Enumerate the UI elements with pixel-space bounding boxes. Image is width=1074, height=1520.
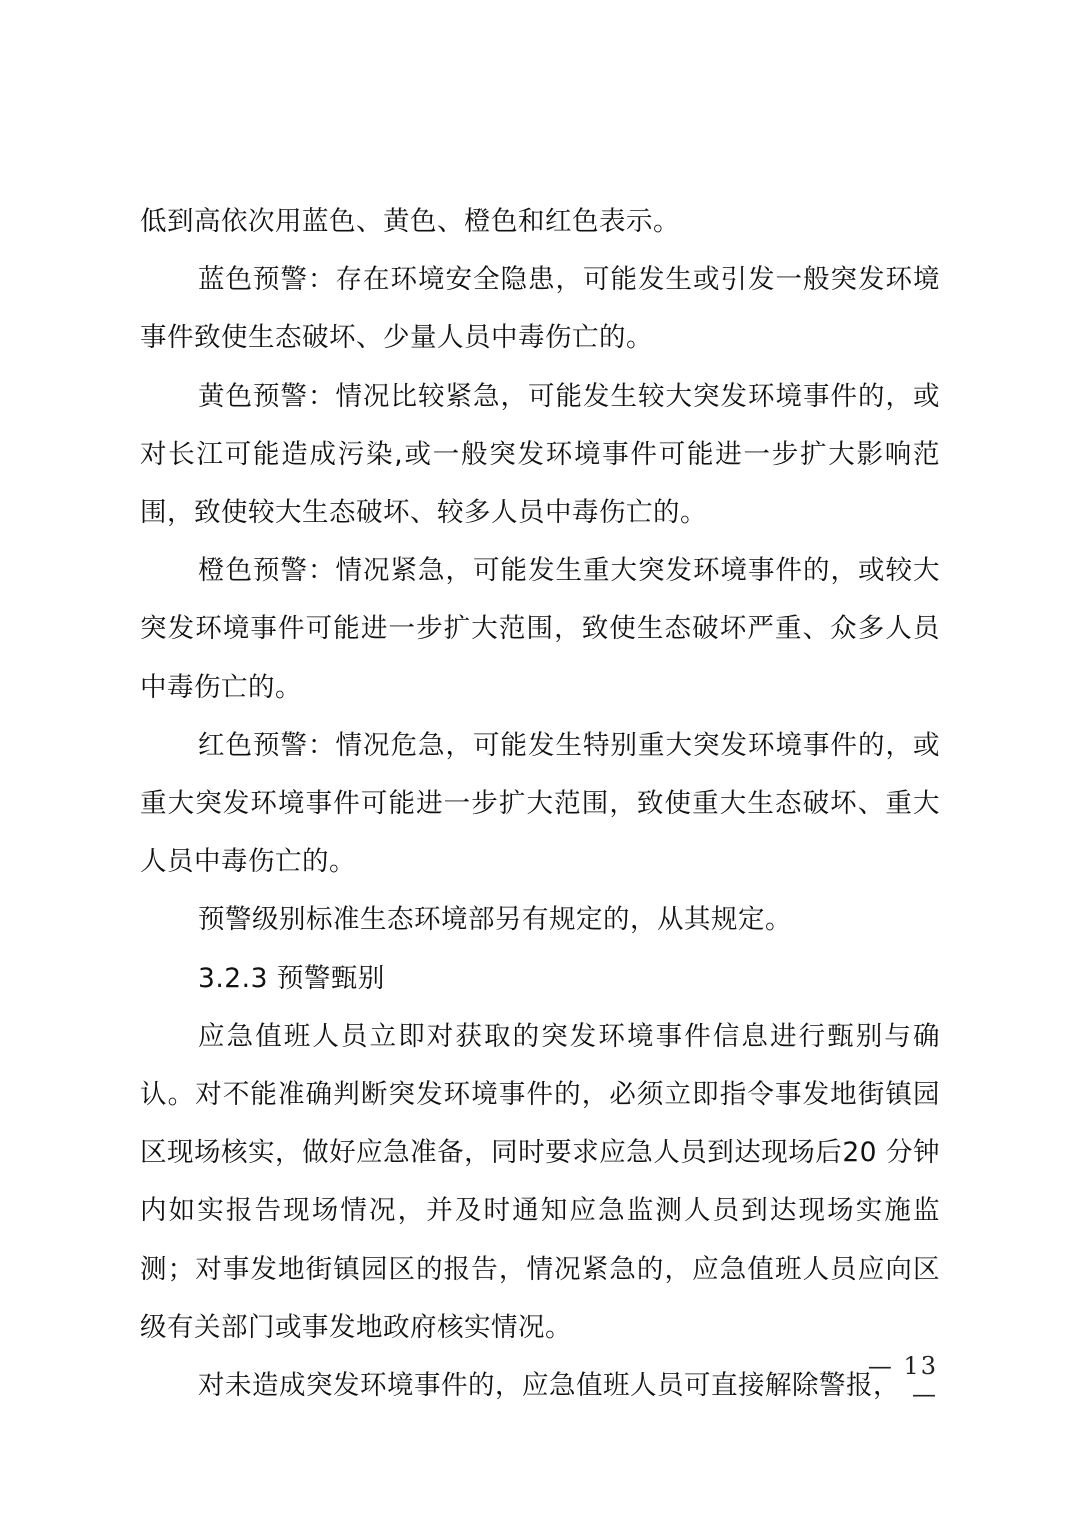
- paragraph-blue-warning: 蓝色预警：存在环境安全隐患，可能发生或引发一般突发环境事件致使生态破坏、少量人员中毒伤亡的。: [140, 264, 940, 354]
- paragraph-orange-warning: 橙色预警：情况紧急，可能发生重大突发环境事件的，或较大突发环境事件可能进一步扩大范围，致使生态破坏严重、众多人员中毒伤亡的。: [140, 555, 940, 703]
- body-text: [140, 193, 940, 1415]
- section-heading: 3.2.3 预警甄别: [198, 962, 385, 994]
- paragraph-standard-note: 预警级别标准生态环境部另有规定的，从其规定。: [198, 904, 792, 936]
- paragraph-alarm-release: 对未造成突发环境事件的，应急值班人员可直接解除警报，: [198, 1370, 900, 1402]
- paragraph-identification: 应急值班人员立即对获取的突发环境事件信息进行甄别与确认。对不能准确判断突发环境事件的，必须立即指令事发地街镇园区现场核实，做好应急准备，同时要求应急人员到达现场后20 分钟内如实报告现场情况，并及时通知应急监测人员到达现场实施监测；对事发地街镇园区的报告，情况紧急的，应急值班人员应向区级有关部门或事发地政府核实情况。: [140, 1020, 940, 1343]
- paragraph-continuation: 低到高依次用蓝色、黄色、橙色和红色表示。: [140, 206, 680, 237]
- page-number: — 13 —: [867, 1352, 938, 1408]
- paragraph-yellow-warning: 黄色预警：情况比较紧急，可能发生较大突发环境事件的，或对长江可能造成污染,或一般突发环境事件可能进一步扩大影响范围，致使较大生态破坏、较多人员中毒伤亡的。: [140, 380, 940, 529]
- paragraph-red-warning: 红色预警：情况危急，可能发生特别重大突发环境事件的，或重大突发环境事件可能进一步扩大范围，致使重大生态破坏、重大人员中毒伤亡的。: [140, 729, 940, 878]
